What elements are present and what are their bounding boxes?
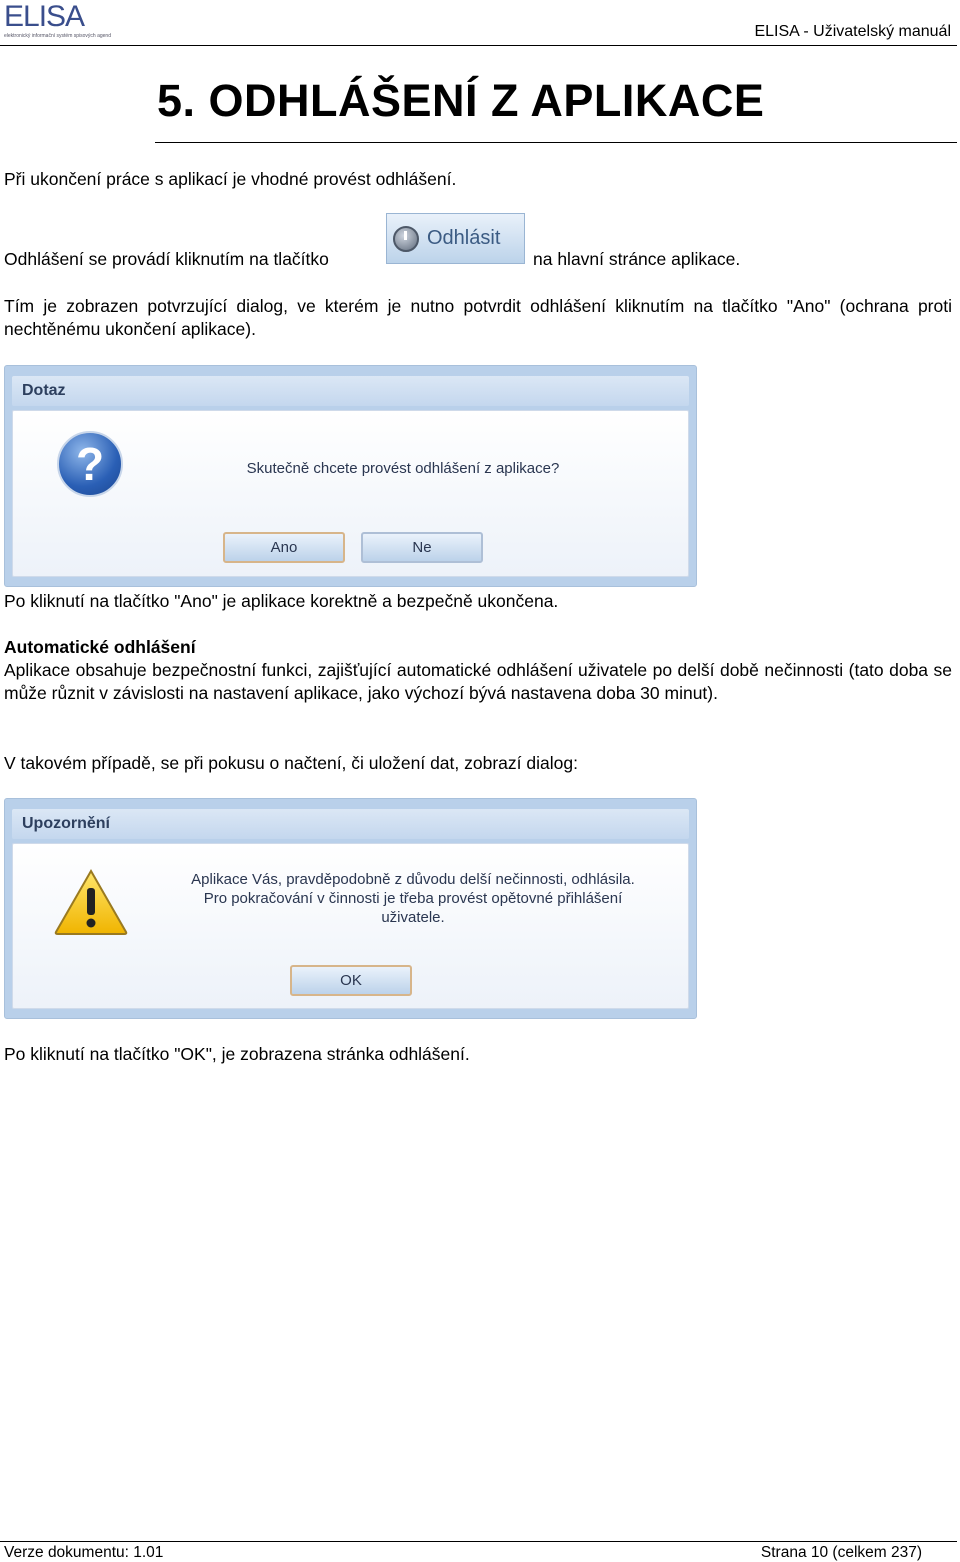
- logout-button-label: Odhlásit: [427, 227, 501, 249]
- paragraph-after-yes: Po kliknutí na tlačítko "Ano" je aplikace korektně a bezpečně ukončena.: [4, 591, 559, 611]
- warning-dialog: [4, 798, 697, 1019]
- footer-page-number: Strana 10 (celkem 237): [760, 1544, 922, 1561]
- dialog-message-line2: Pro pokračování v činnosti je třeba provést opětovné přihlášení: [203, 890, 623, 907]
- footer-divider: [0, 1541, 957, 1542]
- paragraph-intro: Při ukončení práce s aplikací je vhodné provést odhlášení.: [4, 169, 457, 189]
- confirm-dialog: [4, 365, 697, 587]
- ok-button[interactable]: OK: [290, 965, 412, 996]
- header-divider: [0, 45, 957, 46]
- logo-subtitle: elektronický informační systém spisových agend: [4, 33, 111, 39]
- dialog-title: Upozornění: [12, 809, 689, 839]
- chapter-title: 5. ODHLÁŠENÍ Z APLIKACE: [157, 75, 765, 126]
- paragraph-after-ok: Po kliknutí na tlačítko "OK", je zobrazena stránka odhlášení.: [4, 1044, 470, 1064]
- logo-text: ELISA: [4, 0, 85, 33]
- dialog-message-line1: Aplikace Vás, pravděpodobně z důvodu delší nečinnosti, odhlásila.: [191, 871, 635, 888]
- dialog-message-line3: uživatele.: [381, 909, 445, 926]
- paragraph-auto-logout: Aplikace obsahuje bezpečnostní funkci, zajišťující automatické odhlášení uživatele po delší době nečinnosti (tato doba se může různit v závislosti na nastavení aplikace, jako výchozí bývá nastavena doba 30 minut).: [4, 660, 952, 703]
- logout-button-image: [386, 213, 525, 264]
- no-button[interactable]: Ne: [361, 532, 483, 563]
- paragraph-confirm: Tím je zobrazen potvrzující dialog, ve kterém je nutno potvrdit odhlášení kliknutím na tlačítko "Ano" (ochrana proti nechtěnému ukončení aplikace).: [4, 296, 952, 339]
- yes-button[interactable]: Ano: [223, 532, 345, 563]
- chapter-divider: [155, 142, 957, 143]
- auto-logout-heading: Automatické odhlášení: [4, 637, 196, 657]
- warning-icon: [53, 868, 129, 936]
- paragraph-logout-after: na hlavní stránce aplikace.: [533, 249, 741, 269]
- dialog-title: Dotaz: [12, 376, 689, 406]
- dialog-message: [143, 870, 683, 927]
- dialog-body: [12, 843, 689, 1009]
- footer-version: Verze dokumentu: 1.01: [4, 1544, 164, 1561]
- question-icon: ?: [57, 431, 123, 497]
- elisa-logo: [4, 0, 111, 42]
- paragraph-logout-before: Odhlášení se provádí kliknutím na tlačítko: [4, 249, 329, 269]
- document-title: ELISA - Uživatelský manuál: [754, 23, 951, 40]
- power-icon: [393, 226, 419, 252]
- paragraph-dialog-intro: V takovém případě, se při pokusu o načtení, či uložení dat, zobrazí dialog:: [4, 753, 578, 773]
- dialog-body: [12, 410, 689, 577]
- dialog-message: Skutečně chcete provést odhlášení z aplikace?: [246, 460, 560, 477]
